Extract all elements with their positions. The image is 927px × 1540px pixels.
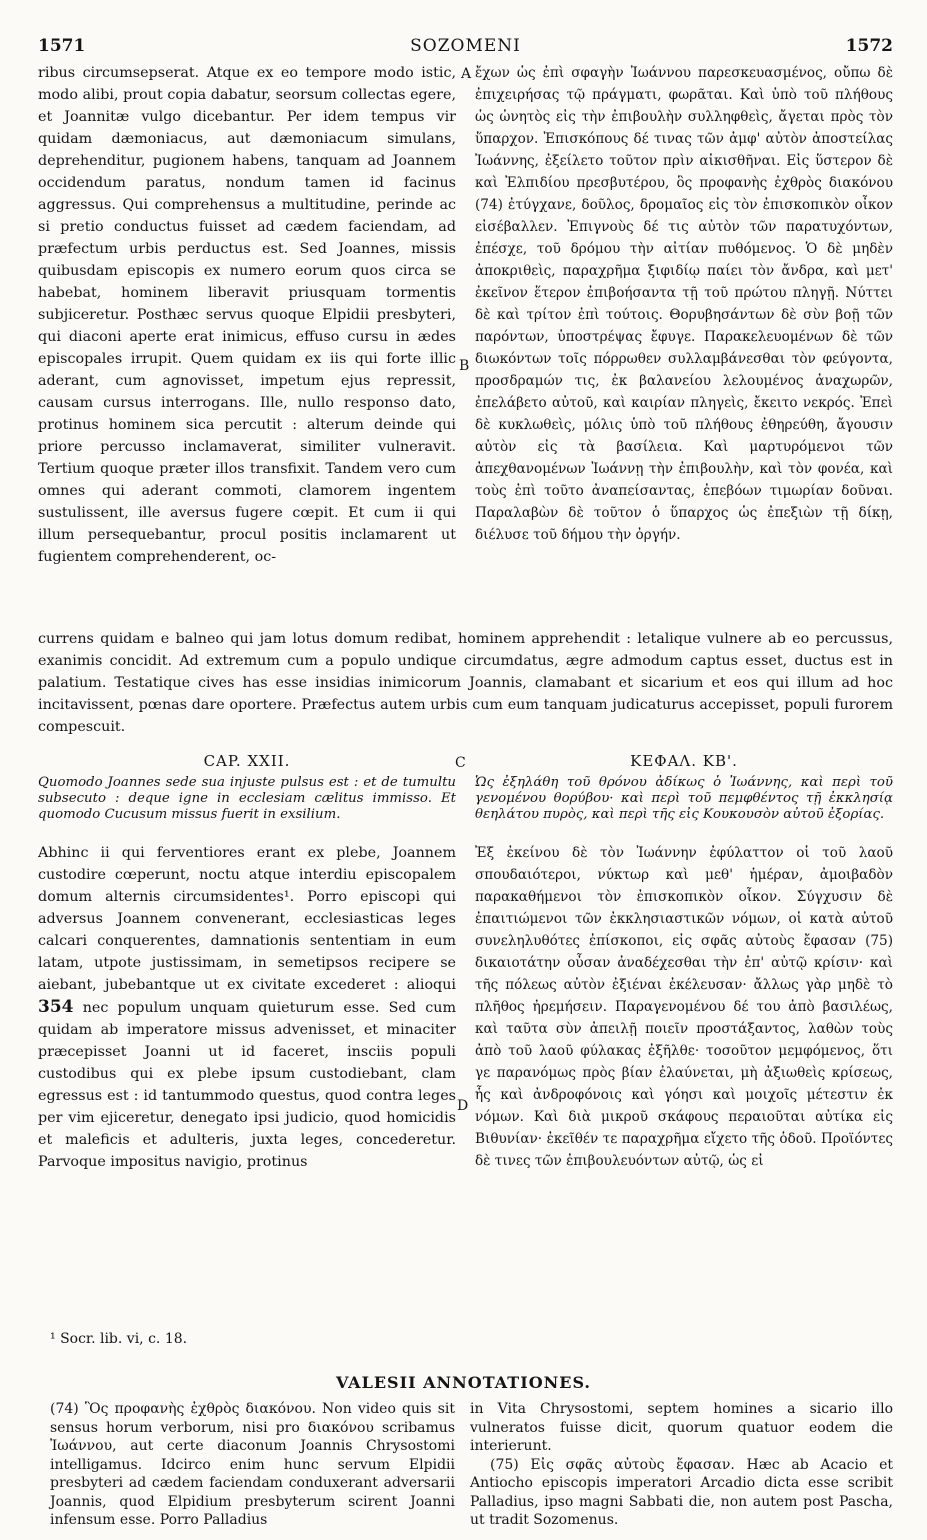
left-page-number: 1571 — [38, 36, 86, 56]
chapter-heading-latin: CAP. XXII. — [203, 752, 291, 770]
latin-full-width — [38, 628, 893, 748]
chapter-summary-greek: Ὡς ἐξηλάθη τοῦ θρόνου ἀδίκως ὁ Ἰωάννης, καὶ περὶ τοῦ γενομένου θορύβου· καὶ περὶ τοῦ πεμφθέντος τῇ ἐκκλησίᾳ θεηλάτου πυρὸς, καὶ περὶ τῆς εἰς Κουκουσὸν αὐτοῦ ἐξορίας. — [475, 775, 893, 822]
chapter-summary-latin: Quomodo Joannes sede sua injuste pulsus est : et de tumultu subsecuto : deque igne in ecclesiam cælitus immisso. Et quomodo Cucusum missus fuerit in exsilium. — [38, 775, 456, 822]
latin-column-top — [38, 62, 456, 624]
running-header — [38, 36, 893, 58]
annotation-74-continued: in Vita Chrysostomi, septem homines a sicario illo vulneratos fuisse dicit, quorum quatuor eodem die interierunt. — [470, 1401, 893, 1454]
footnote: ¹ Socr. lib. vi, c. 18. — [50, 1331, 188, 1347]
annotation-right-box — [470, 1400, 893, 1530]
greek-column-top — [475, 62, 893, 624]
margin-marker-a: A — [461, 66, 472, 82]
latin-text-bottom-a: Abhinc ii qui ferventiores erant ex plebe, Joannem custodire cœperunt, noctu atque interdiu episcopalem domum alternis circumsidentes¹. Porro episcopi qui adversus Joannem convenerant, ecclesiasticas leges calcari conquerentes, damnationis sententiam in eum latam, utpote justissimam, in semetipsos recipere se aiebant, jubebantque ut ex civitate excederet : alioqui — [38, 845, 456, 993]
greek-text-bottom: Ἐξ ἐκείνου δὲ τὸν Ἰωάννην ἐφύλαττον οἱ τοῦ λαοῦ σπουδαιότεροι, νύκτωρ καὶ μεθ' ἡμέραν, ἀμοιβαδὸν παρακαθήμενοι τὸν ἐπισκοπικὸν οἶκον. Σύγχυσιν δὲ ἐπαιτιώμενοι τῶν ἐκκλησιαστικῶν νόμων, οἱ κατὰ αὐτοῦ συνεληλυθότες ἐπίσκοποι, εἰς σφᾶς αὐτοὺς ἔφασαν (75) δικαιοτάτην οὖσαν ἀναδέχεσθαι τὴν ἐπ' αὐτῷ κρίσιν· καὶ τῆς πόλεως αὐτὸν ἐξιέναι ἐκέλευσαν· ἄλλως γὰρ μηδὲ τὸ πλῆθος ἠρεμήσειν. Παραγενομένου δέ του ἀπὸ βασιλέως, καὶ ταῦτα σὺν ἀπειλῇ ποιεῖν προστάξαντος, λαθὼν τοὺς ἀπὸ τοῦ λαοῦ φύλακας ἐξῆλθε· τοσοῦτον μεμφόμενος, ὅτι γε παρανόμως πρὸς βίαν ἐλαύνεται, μὴ ἀξιωθεὶς κρίσεως, ἧς καὶ ἀνδροφόνοις καὶ γόησι καὶ μοιχοῖς μέτεστιν ἐκ νόμων. Καὶ διὰ μικροῦ σκάφους περαιοῦται αὐτίκα εἰς Βιθυνίαν· ἐκεῖθέν τε παραχρῆμα εἴχετο τῆς ὁδοῦ. Προϊόντες δὲ τινες τῶν ἐπιβουλευόντων αὐτῷ, ὡς εἰ — [475, 845, 893, 1169]
greek-column-bottom — [475, 842, 893, 1310]
annotations-title: VALESII ANNOTATIONES. — [336, 1373, 591, 1392]
margin-marker-b: B — [459, 358, 470, 374]
latin-column-bottom — [38, 842, 456, 1310]
annotation-74: (74) Ὃς προφανὴς ἐχθρὸς διακόνου. Non video quis sit sensus horum verborum, nisi pro διακόνου scribamus Ἰωάννου, aut certe diaconum Joannis Chrysostomi intelligamus. Idcirco enim hunc servum Elpidii presbyteri ad cædem faciendam conduxerant adversarii Joannis, quod Elpidium presbyterum scirent Joanni infensum esse. Porro Palladius — [50, 1401, 455, 1528]
annotation-75: (75) Εἰς σφᾶς αὐτοὺς ἔφασαν. Hæc ab Acacio et Antiocho episcopis imperatori Arcadio dicta esse scribit Palladius, ipso magni Sabbati die, non autem post Pascha, ut tradit Sozomenus. — [470, 1456, 893, 1528]
latin-text-full: currens quidam e balneo qui jam lotus domum redibat, hominem apprehendit : letalique vulnere ab eo percussus, exanimis concidit. Ad extremum cum a populo undique circumdatus, ægre admodum captus esset, ductus est in palatium. Testatique cives has esse insidias inimicorum Joannis, clamabant et sicarium et eos qui illum ad hoc incitavissent, pœnas dare oportere. Præfectus autem urbis cum eum tanquam judicaturus accepisset, populi furorem compescuit. — [38, 631, 893, 735]
running-title: SOZOMENI — [410, 36, 521, 56]
chapter-summary-latin-box — [38, 775, 456, 823]
right-page-number: 1572 — [845, 36, 893, 56]
latin-text-bottom-b: nec populum unquam quieturum esse. Sed cum quidam ab imperatore missus advenisset, et minaciter præcepisset Joanni ut id faceret, insciis populi custodibus qui ex plebe ipsum custodiebant, clam egressus est : id tantummodo questus, quod contra leges per vim ejiceretur, denegato ipsi judicio, quod homicidis et maleficis et adulteris, juxta leges, concederetur. Parvoque impositus navigio, protinus — [38, 1000, 456, 1170]
chapter-heading-greek: ΚΕΦΑΛ. ΚΒ'. — [630, 752, 738, 770]
greek-text-top: ἔχων ὡς ἐπὶ σφαγὴν Ἰωάννου παρεσκευασμένος, οὔπω δὲ ἐπιχειρήσας τῷ πράγματι, φωρᾶται. Καὶ ὑπὸ τοῦ πλήθους ὡς ὠνητὸς εἰς τὴν ἐπιβουλὴν συλληφθεὶς, ἄγεται πρὸς τὸν ὕπαρχον. Ἐπισκόπους δέ τινας τῶν ἀμφ' αὐτὸν ἀποστείλας Ἰωάννης, ἐξείλετο τοῦτον πρὶν αἰκισθῆναι. Εἰς ὕστερον δὲ καὶ Ἐλπιδίου πρεσβυτέρου, ὃς προφανὴς ἐχθρὸς διακόνου (74) ἐτύγχανε, δοῦλος, δρομαῖος εἰς τὸν ἐπισκοπικὸν οἶκον εἰσέβαλλεν. Ἐπιγνοὺς δέ τις αὐτὸν τῶν παρατυχόντων, ἐπέσχε, τοῦ δρόμου τὴν αἰτίαν πυθόμενος. Ὁ δὲ μηδὲν ἀποκριθεὶς, παραχρῆμα ξιφιδίῳ παίει τὸν ἄνδρα, καὶ μετ' ἐκεῖνον ἕτερον ἐπιβοήσαντα τῇ τοῦ πρώτου πληγῇ. Νύττει δὲ καὶ τρίτον ἐπὶ τούτοις. Θορυβησάντων δὲ σὺν βοῇ τῶν παρόντων, ὑποστρέψας ἔφυγε. Παρακελευομένων δὲ τῶν διωκόντων τοῖς πόρρωθεν συλλαμβάνεσθαι τὸν φεύγοντα, προσδραμών τις, ἐκ βαλανείου λελουμένος ἀναχωρῶν, ἐπελάβετο αὐτοῦ, καὶ καιρίαν πληγεὶς, ἔκειτο νεκρός. Ἐπεὶ δὲ κυκλωθεὶς, μόλις ὑπὸ τοῦ πλήθους ἐθηρεύθη, ἄγουσιν αὐτὸν εἰς τὰ βασίλεια. Καὶ μαρτυρόμενοι τῶν ἀπεχθανομένων Ἰωάννῃ τὴν ἐπιβουλὴν, καὶ τὸν φονέα, καὶ τοὺς ἐπὶ τοῦτο ἀναπείσαντας, ἐπεβόων τιμωρίαν δοῦναι. Παραλαβὼν δὲ τοῦτον ὁ ὕπαρχος ὡς ἐπεξιὼν τῇ δίκῃ, διέλυσε τοῦ δήμου τὴν ὀργήν. — [475, 65, 893, 543]
latin-paragraph-bottom — [38, 842, 456, 1173]
latin-text-top: ribus circumsepserat. Atque ex eo tempore modo istic, modo alibi, prout copia dabatur, seorsum collectas egere, et Joannitæ vulgo dicebantur. Per idem tempus vir quidam dæmoniacus, aut dæmoniacum simulans, deprehenditur, pugionem habens, tanquam ad Joannem occidendum paratus, nondum tamen id facinus aggressus. Qui comprehensus a multitudine, perinde ac si pretio conductus fuisset ad cædem faciendam, ad præfectum urbis perductus est. Sed Joannes, missis quibusdam episcopis ex numero eorum quos circa se habebat, hominem liberavit priusquam tormentis subjiceretur. Posthæc servus quoque Elpidii presbyteri, qui diaconi aperte erat inimicus, effuso cursu in ædes episcopales irrupit. Quem quidam ex iis qui forte illic aderant, cum agnovisset, impetum ejus repressit, causam cursus interrogans. Ille, nullo responso dato, protinus hominem sica percutit : alterum deinde qui priore percusso inclamaverat, similiter vulneravit. Tertium quoque præter illos transfixit. Tandem vero cum omnes qui aderant commoti, clamorem ingentem sustulissent, ille aversus fugere cœpit. Et cum ii qui illum persequebantur, procul positis inclamarent ut fugientem comprehenderent, oc- — [38, 65, 456, 565]
margin-marker-d: D — [457, 1098, 469, 1114]
annotation-left-box — [50, 1400, 455, 1530]
margin-marker-c: C — [455, 755, 466, 771]
page-number-354: 354 — [38, 997, 74, 1017]
chapter-summary-greek-box — [475, 775, 893, 823]
